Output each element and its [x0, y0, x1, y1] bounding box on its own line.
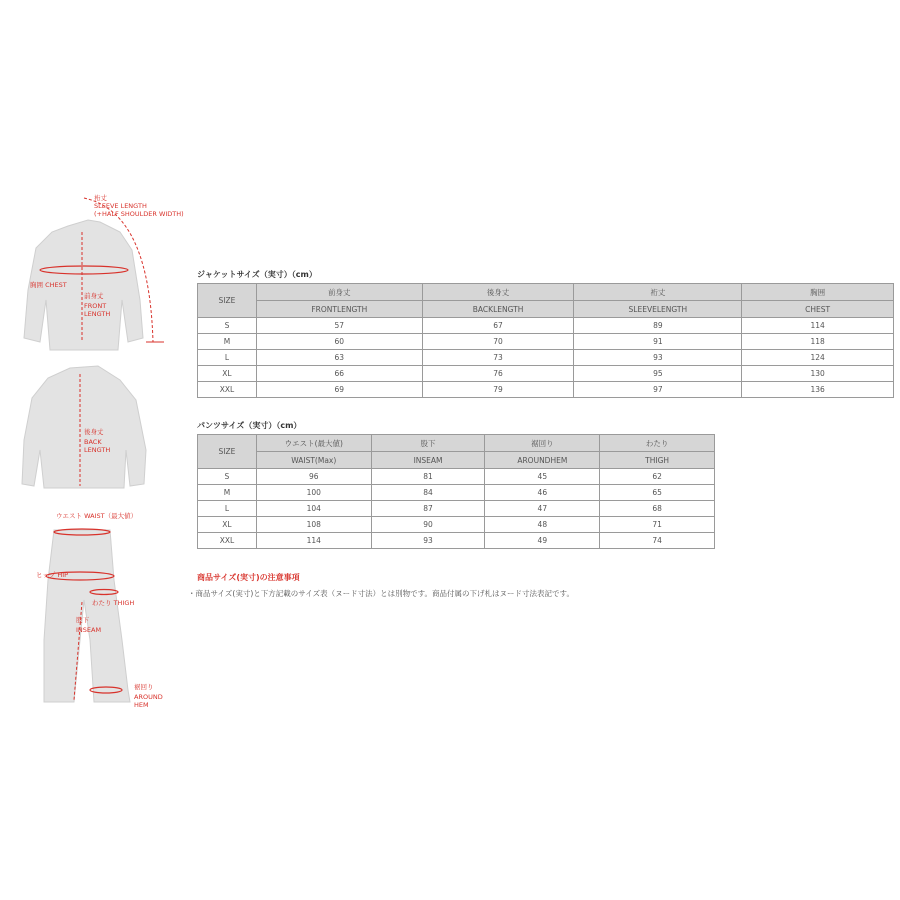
pants-row: [198, 517, 715, 533]
jacket-size-table: [197, 283, 894, 398]
jacket-value-cell: 89: [574, 318, 742, 334]
jacket-header-en: FRONTLENGTH: [256, 301, 422, 318]
pants-value-cell: 114: [256, 533, 371, 549]
pants-value-cell: 81: [371, 469, 485, 485]
jacket-header-jp: 裄丈: [574, 284, 742, 301]
jacket-value-cell: 91: [574, 334, 742, 350]
jacket-header-row-jp: [198, 284, 894, 301]
pants-header-row-en: [198, 452, 715, 469]
jacket-header-en: SLEEVELENGTH: [574, 301, 742, 318]
pants-value-cell: 48: [485, 517, 600, 533]
jacket-value-cell: 79: [422, 382, 574, 398]
jacket-front-illustration: [0, 0, 200, 720]
pants-value-cell: 47: [485, 501, 600, 517]
jacket-value-cell: 57: [256, 318, 422, 334]
pants-value-cell: 49: [485, 533, 600, 549]
jacket-size-cell: S: [198, 318, 257, 334]
jacket-header-row-en: [198, 301, 894, 318]
jacket-header-en: CHEST: [742, 301, 894, 318]
front-label-en2: LENGTH: [84, 310, 111, 318]
pants-header-jp: わたり: [600, 435, 715, 452]
jacket-value-cell: 66: [256, 366, 422, 382]
jacket-row: [198, 366, 894, 382]
jacket-value-cell: 130: [742, 366, 894, 382]
pants-size-table: [197, 434, 715, 549]
hem-label-en1: AROUND: [134, 693, 163, 701]
front-label-jp: 前身丈: [84, 292, 104, 300]
jacket-value-cell: 76: [422, 366, 574, 382]
pants-header-jp: 裾回り: [485, 435, 600, 452]
pants-value-cell: 71: [600, 517, 715, 533]
front-label-en1: FRONT: [84, 302, 107, 310]
jacket-value-cell: 97: [574, 382, 742, 398]
pants-size-header: SIZE: [198, 435, 257, 469]
pants-value-cell: 93: [371, 533, 485, 549]
jacket-header-jp: 後身丈: [422, 284, 574, 301]
inseam-label-jp: 股下: [76, 616, 89, 624]
pants-header-en: THIGH: [600, 452, 715, 469]
jacket-header-en: BACKLENGTH: [422, 301, 574, 318]
pants-size-cell: S: [198, 469, 257, 485]
jacket-value-cell: 95: [574, 366, 742, 382]
pants-value-cell: 68: [600, 501, 715, 517]
jacket-value-cell: 70: [422, 334, 574, 350]
jacket-size-cell: L: [198, 350, 257, 366]
jacket-size-cell: XXL: [198, 382, 257, 398]
waist-label: ウエスト WAIST（最大値）: [56, 512, 138, 520]
notice-body: ・商品サイズ(実寸)と下方記載のサイズ表（ヌード寸法）とは別物です。商品付属の下げ札はヌード寸法表記です。: [188, 589, 574, 598]
back-label-jp: 後身丈: [84, 428, 104, 436]
pants-size-cell: L: [198, 501, 257, 517]
pants-header-en: AROUNDHEM: [485, 452, 600, 469]
pants-header-jp: 股下: [371, 435, 485, 452]
hip-label: ヒップ HIP: [36, 571, 69, 579]
pants-value-cell: 46: [485, 485, 600, 501]
pants-row: [198, 501, 715, 517]
jacket-size-cell: XL: [198, 366, 257, 382]
jacket-value-cell: 69: [256, 382, 422, 398]
sleeve-label-jp: 裄丈: [94, 194, 107, 202]
back-label-en2: LENGTH: [84, 446, 111, 454]
pants-value-cell: 62: [600, 469, 715, 485]
jacket-value-cell: 63: [256, 350, 422, 366]
pants-value-cell: 100: [256, 485, 371, 501]
pants-row: [198, 469, 715, 485]
inseam-label-en: INSEAM: [76, 626, 102, 634]
pants-row: [198, 485, 715, 501]
pants-header-en: WAIST(Max): [256, 452, 371, 469]
chest-label: 胸囲 CHEST: [30, 281, 67, 289]
notice-title: 商品サイズ(実寸)の注意事項: [197, 573, 300, 582]
pants-size-cell: XL: [198, 517, 257, 533]
jacket-back-shape: [22, 366, 146, 488]
jacket-value-cell: 136: [742, 382, 894, 398]
pants-value-cell: 74: [600, 533, 715, 549]
pants-row: [198, 533, 715, 549]
jacket-value-cell: 60: [256, 334, 422, 350]
pants-size-cell: XXL: [198, 533, 257, 549]
pants-header-en: INSEAM: [371, 452, 485, 469]
jacket-row: [198, 318, 894, 334]
pants-table-title: パンツサイズ（実寸）（cm）: [197, 421, 302, 430]
pants-value-cell: 65: [600, 485, 715, 501]
pants-value-cell: 87: [371, 501, 485, 517]
pants-size-cell: M: [198, 485, 257, 501]
sleeve-label-note: (+HALF SHOULDER WIDTH): [94, 210, 184, 218]
jacket-row: [198, 382, 894, 398]
jacket-value-cell: 67: [422, 318, 574, 334]
sleeve-label-en: SLEEVE LENGTH: [94, 202, 147, 210]
jacket-header-jp: 前身丈: [256, 284, 422, 301]
hem-label-jp: 裾回り: [134, 683, 154, 691]
jacket-value-cell: 114: [742, 318, 894, 334]
jacket-value-cell: 73: [422, 350, 574, 366]
jacket-size-header: SIZE: [198, 284, 257, 318]
thigh-label: わたり THIGH: [92, 599, 135, 607]
pants-header-row-jp: [198, 435, 715, 452]
jacket-header-jp: 胸囲: [742, 284, 894, 301]
pants-value-cell: 108: [256, 517, 371, 533]
pants-header-jp: ウエスト(最大値): [256, 435, 371, 452]
back-label-en1: BACK: [84, 438, 102, 446]
pants-value-cell: 90: [371, 517, 485, 533]
pants-value-cell: 96: [256, 469, 371, 485]
jacket-value-cell: 118: [742, 334, 894, 350]
jacket-row: [198, 350, 894, 366]
pants-value-cell: 104: [256, 501, 371, 517]
jacket-table-title: ジャケットサイズ（実寸）（cm）: [197, 270, 317, 279]
jacket-size-cell: M: [198, 334, 257, 350]
jacket-row: [198, 334, 894, 350]
pants-value-cell: 45: [485, 469, 600, 485]
jacket-value-cell: 124: [742, 350, 894, 366]
pants-value-cell: 84: [371, 485, 485, 501]
hem-label-en2: HEM: [134, 701, 149, 709]
jacket-value-cell: 93: [574, 350, 742, 366]
